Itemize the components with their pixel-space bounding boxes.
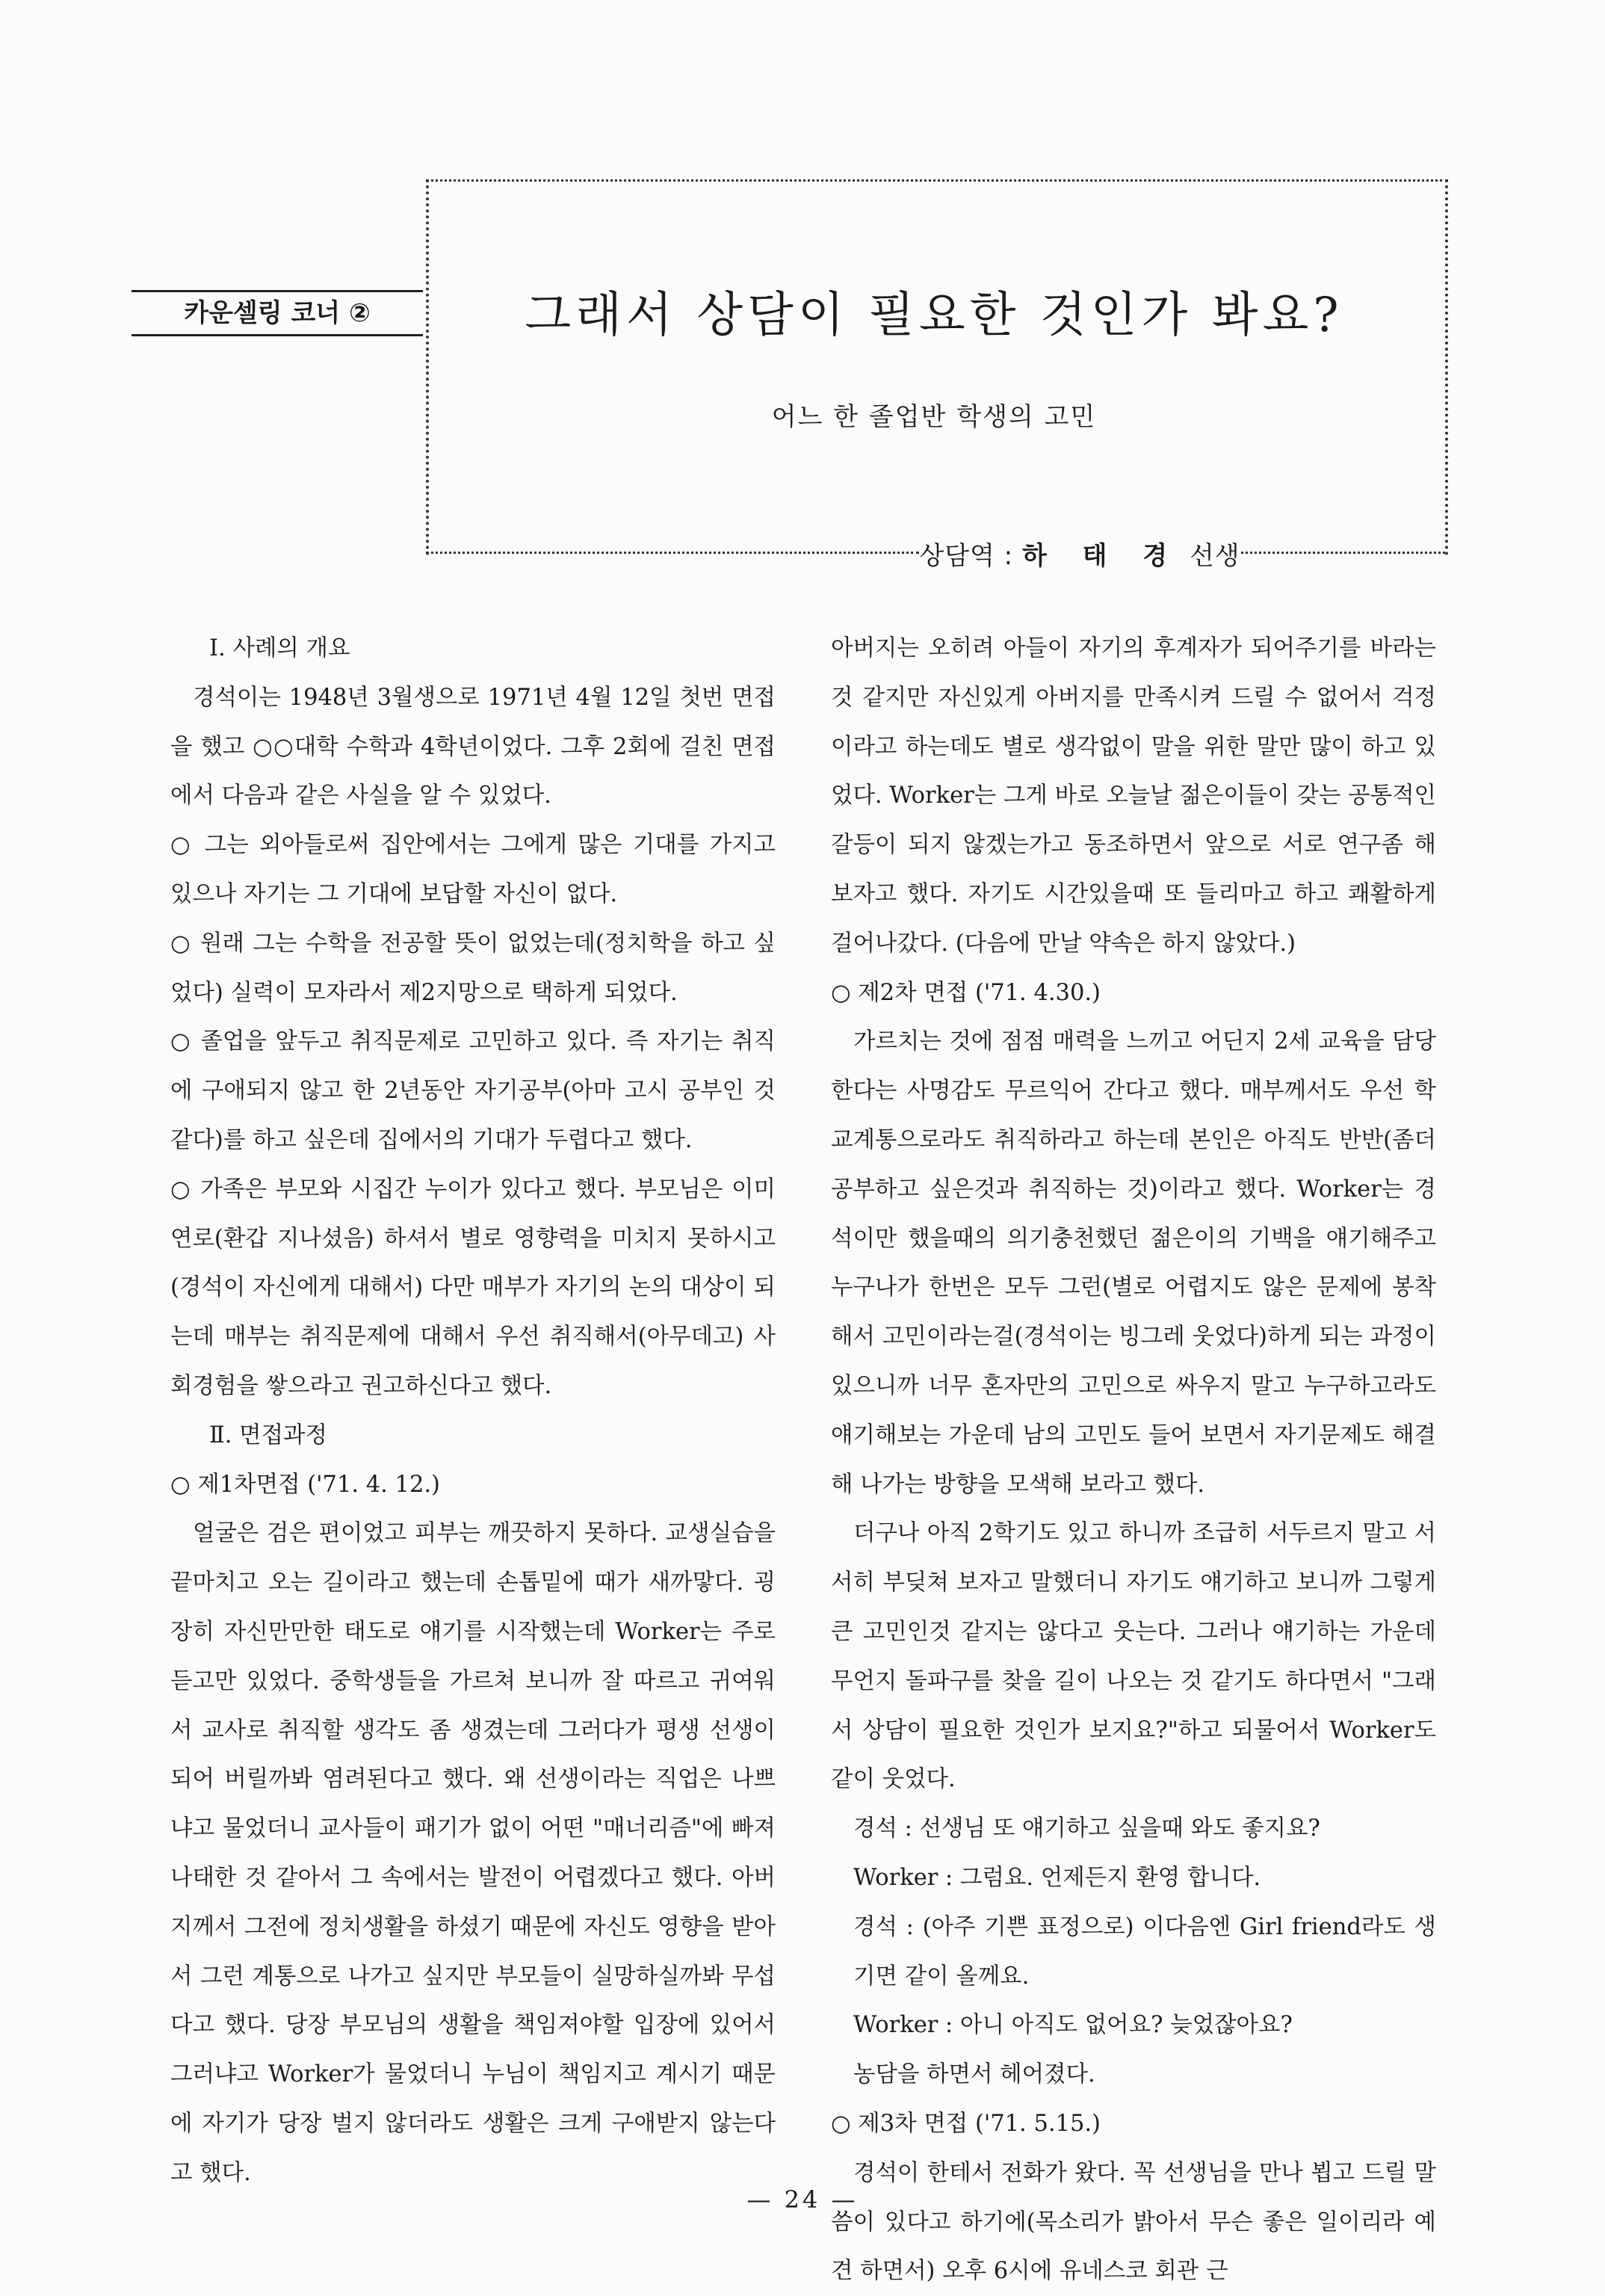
article-subtitle: 어느 한 졸업반 학생의 고민: [771, 402, 1097, 432]
article-title: 그래서 상담이 필요한 것인가 봐요?: [525, 288, 1343, 343]
right-column: [831, 624, 1436, 2296]
counselor-role: 상담역 :: [919, 541, 1022, 571]
paragraph: 더구나 아직 2학기도 있고 하니까 조급히 서두르지 말고 서서히 부딪쳐 보자고 말했더니 자기도 얘기하고 보니까 그렇게 큰 고민인것 같지는 않다고 웃는다. 그러나 얘기하는 가운데 무언지 돌파구를 찾을 길이 나오는 것 같기도 하다면서 "그래서 상담이 필요한 것인가 보지요?"하고 되물어서 Worker도 같이 웃었다.: [831, 1520, 1436, 1793]
page-number: — 24 —: [746, 2185, 859, 2214]
paragraph: ○ 제3차 면접 ('71. 5.15.): [831, 2110, 1101, 2137]
paragraph: 경석이는 1948년 3월생으로 1971년 4월 12일 첫번 면접을 했고 ○○대학 수학과 4학년이었다. 그후 2회에 걸친 면접에서 다음과 같은 사실을 알 수 있었다.: [170, 684, 776, 809]
left-column: [170, 624, 776, 2198]
counselor-suffix: 선생: [1181, 541, 1240, 571]
paragraph: ○ 원래 그는 수학을 전공할 뜻이 없었는데(정치학을 하고 싶었다) 실력이 모자라서 제2지망으로 택하게 되었다.: [170, 930, 776, 1006]
section-heading: Ⅱ. 면접과정: [209, 1422, 327, 1448]
paragraph: 아버지는 오히려 아들이 자기의 후계자가 되어주기를 바라는것 같지만 자신있게 아버지를 만족시켜 드릴 수 없어서 걱정이라고 하는데도 별로 생각없이 말을 위한 말만 많이 하고 있었다. Worker는 그게 바로 오늘날 젊은이들이 갖는 공통적인 갈등이 되지 않겠는가고 동조하면서 앞으로 서로 연구좀 해 보자고 했다. 자기도 시간있을때 또 들리마고 하고 쾌활하게 걸어나갔다. (다음에 만날 약속은 하지 않았다.): [831, 635, 1436, 957]
dialog-line: 경석 : (아주 기쁜 표정으로) 이다음엔 Girl friend라도 생기면 같이 올께요.: [853, 1913, 1436, 1990]
title-frame-rule-right: [1237, 552, 1445, 554]
title-frame: [426, 179, 1448, 555]
paragraph: 가르치는 것에 점점 매력을 느끼고 어딘지 2세 교육을 담당한다는 사명감도 무르익어 간다고 했다. 매부께서도 우선 학교계통으로라도 취직하라고 하는데 본인은 아직도 반반(좀더 공부하고 싶은것과 취직하는 것)이라고 했다. Worker는 경석이만 했을때의 의기충천했던 젊은이의 기백을 얘기해주고 누구나가 한번은 모두 그런(별로 어렵지도 않은 문제에 봉착해서 고민이라는걸(경석이는 빙그레 웃었다)하게 되는 과정이 있으니까 너무 혼자만의 고민으로 싸우지 말고 누구하고라도 얘기해보는 가운데 남의 고민도 들어 보면서 자기문제도 해결해 나가는 방향을 모색해 보라고 했다.: [831, 1028, 1436, 1498]
paragraph: ○ 그는 외아들로써 집안에서는 그에게 많은 기대를 가지고 있으나 자기는 그 기대에 보답할 자신이 없다.: [170, 832, 776, 907]
title-frame-rule-left: [426, 552, 919, 554]
paragraph: 경석이 한테서 전화가 왔다. 꼭 선생님을 만나 뵙고 드릴 말씀이 있다고 하기에(목소리가 밝아서 무슨 좋은 일이리라 예견 하면서) 오후 6시에 유네스코 회관 근: [831, 2159, 1436, 2285]
section-heading: Ⅰ. 사례의 개요: [209, 635, 350, 661]
counselor-credit: [919, 535, 1240, 572]
dialog-line: 농담을 하면서 헤어졌다.: [853, 2061, 1095, 2088]
dialog-line: Worker : 아니 아직도 없어요? 늦었잖아요?: [853, 2012, 1293, 2039]
paragraph: ○ 제1차면접 ('71. 4. 12.): [170, 1471, 440, 1498]
counselor-name: 하 태 경: [1021, 541, 1181, 571]
dialog-line: 경석 : 선생님 또 얘기하고 싶을때 와도 좋지요?: [853, 1815, 1320, 1842]
paragraph: ○ 제2차 면접 ('71. 4.30.): [831, 979, 1101, 1006]
dialog-line: Worker : 그럼요. 언제든지 환영 합니다.: [853, 1864, 1261, 1891]
paragraph: ○ 졸업을 앞두고 취직문제로 고민하고 있다. 즉 자기는 취직에 구애되지 않고 한 2년동안 자기공부(아마 고시 공부인 것 같다)를 하고 싶은데 집에서의 기대가 두렵다고 했다.: [170, 1028, 776, 1153]
paragraph: ○ 가족은 부모와 시집간 누이가 있다고 했다. 부모님은 이미 연로(환갑 지나셨음) 하셔서 별로 영향력을 미치지 못하시고 (경석이 자신에게 대해서) 다만 매부가 자기의 논의 대상이 되는데 매부는 취직문제에 대해서 우선 취직해서(아무데고) 사회경험을 쌓으라고 권고하신다고 했다.: [170, 1176, 776, 1399]
paragraph: 얼굴은 검은 편이었고 피부는 깨끗하지 못하다. 교생실습을 끝마치고 오는 길이라고 했는데 손톱밑에 때가 새까맣다. 굉장히 자신만만한 태도로 얘기를 시작했는데 Worker는 주로 듣고만 있었다. 중학생들을 가르쳐 보니까 잘 따르고 귀여워서 교사로 취직할 생각도 좀 생겼는데 그러다가 평생 선생이 되어 버릴까봐 염려된다고 했다. 왜 선생이라는 직업은 나쁘냐고 물었더니 교사들이 패기가 없이 어떤 "매너리즘"에 빠져 나태한 것 같아서 그 속에서는 발전이 어렵겠다고 했다. 아버지께서 그전에 정치생활을 하셨기 때문에 자신도 영향을 받아서 그런 계통으로 나가고 싶지만 부모들이 실망하실까봐 무섭다고 했다. 당장 부모님의 생활을 책임져야할 입장에 있어서 그러냐고 Worker가 물었더니 누님이 책임지고 계시기 때문에 자기가 당장 벌지 않더라도 생활은 크게 구애받지 않는다고 했다.: [170, 1520, 776, 2186]
corner-label: 카운셀링 코너 ②: [132, 290, 423, 336]
